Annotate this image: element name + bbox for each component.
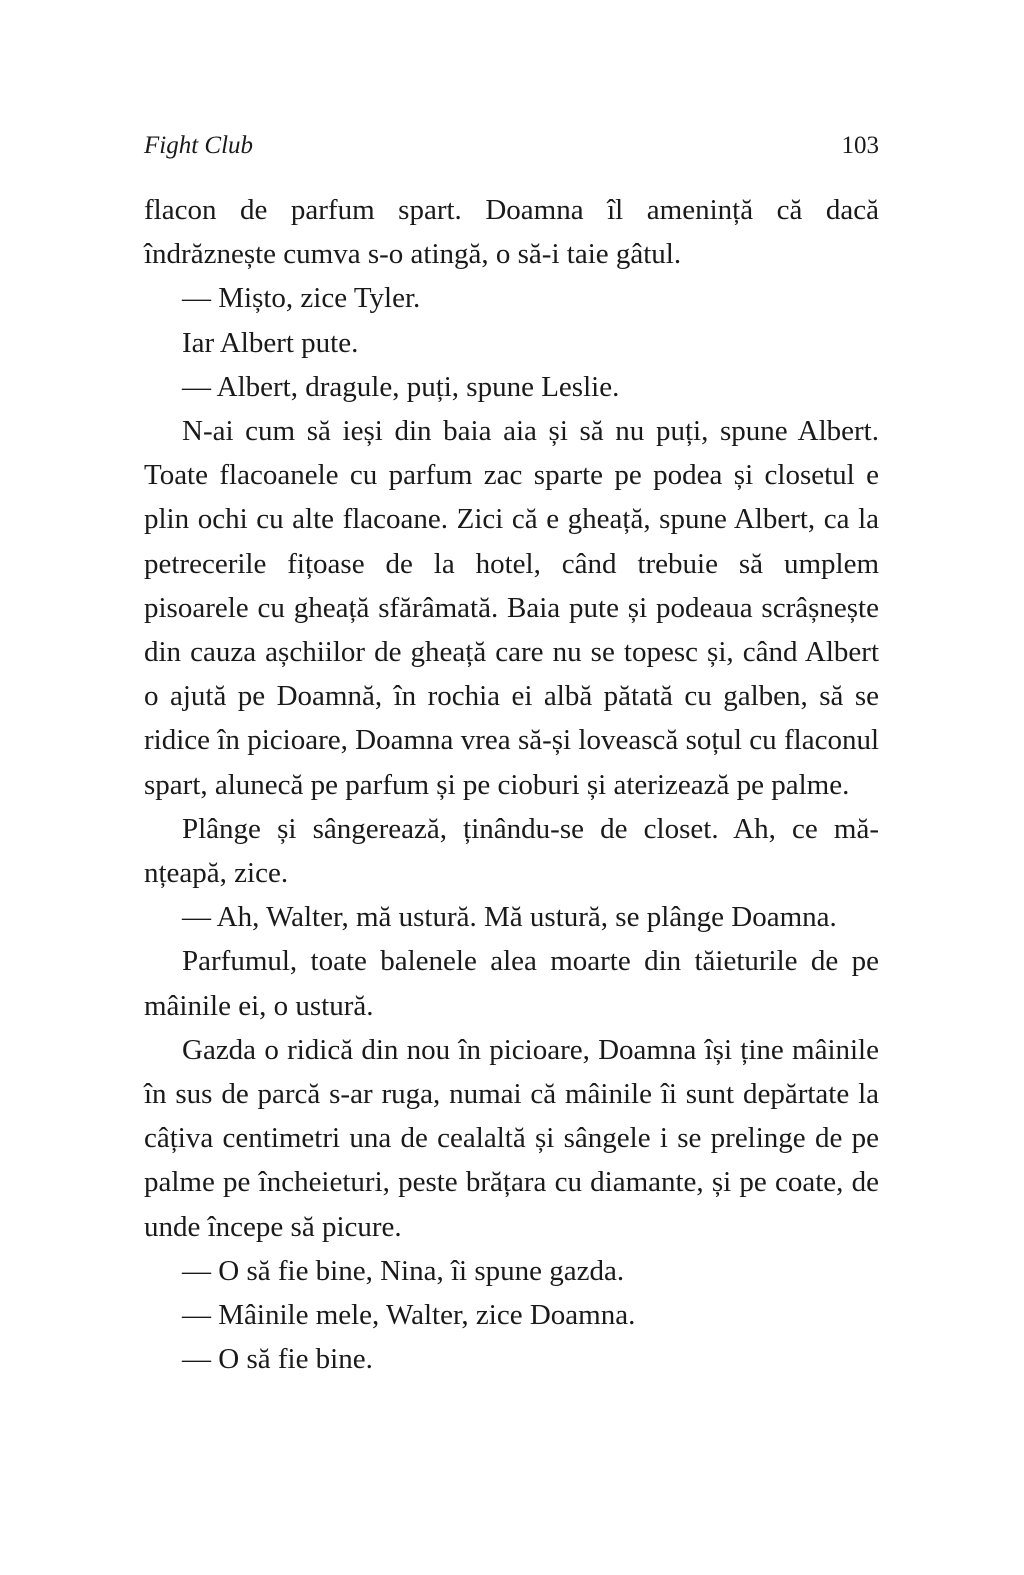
paragraph: Plânge și sângerează, ținându-se de closet. Ah, ce mă-nțeapă, zice. (144, 812, 879, 890)
running-header (144, 132, 879, 166)
paragraph: Iar Albert pute. (182, 326, 359, 359)
book-title: Fight Club (144, 132, 254, 159)
paragraph: flacon de parfum spart. Doamna îl amenință că dacă îndrăznește cumva s-o atingă, o să-i taie gâtul. (144, 194, 879, 271)
page-number: 103 (841, 132, 879, 159)
dialogue-line: — O să fie bine. (182, 1343, 373, 1376)
text-body (144, 188, 879, 1381)
dialogue-line: — O să fie bine, Nina, îi spune gazda. (182, 1254, 625, 1287)
paragraph: Gazda o ridică din nou în picioare, Doamna își ține mâinile în sus de parcă s-ar ruga, numai că mâinile îi sunt depărtate la câțiva centimetri una de cealaltă și sângele i se prelinge de pe palme pe încheieturi, peste brățara cu diamante, și pe coate, de unde începe să picure. (144, 1033, 879, 1243)
dialogue-line: — Albert, dragule, puți, spune Leslie. (182, 370, 620, 403)
paragraph: Parfumul, toate balenele alea moarte din tăieturile de pe mâinile ei, o ustură. (144, 945, 879, 1022)
dialogue-line: — Mișto, zice Tyler. (182, 282, 421, 315)
dialogue-line: — Mâinile mele, Walter, zice Doamna. (182, 1299, 636, 1332)
paragraph: N-ai cum să ieși din baia aia și să nu puți, spune Albert. Toate flacoanele cu parfum zac sparte pe podea și closetul e plin ochi cu alte flacoane. Zici că e gheață, spune Albert, ca la petrecerile fițoase de la hotel, când trebuie să umplem pisoarele cu gheață sfărâmată. Baia pute și podeaua scrâșnește din cauza așchiilor de gheață care nu se topesc și, când Albert o ajută pe Doamnă, în rochia ei albă pătată cu galben, să se ridice în picioare, Doamna vrea să-și lovească soțul cu flaconul spart, alunecă pe parfum și pe cioburi și aterizează pe palme. (144, 415, 879, 801)
dialogue-line: — Ah, Walter, mă ustură. Mă ustură, se plânge Doamna. (182, 901, 837, 934)
